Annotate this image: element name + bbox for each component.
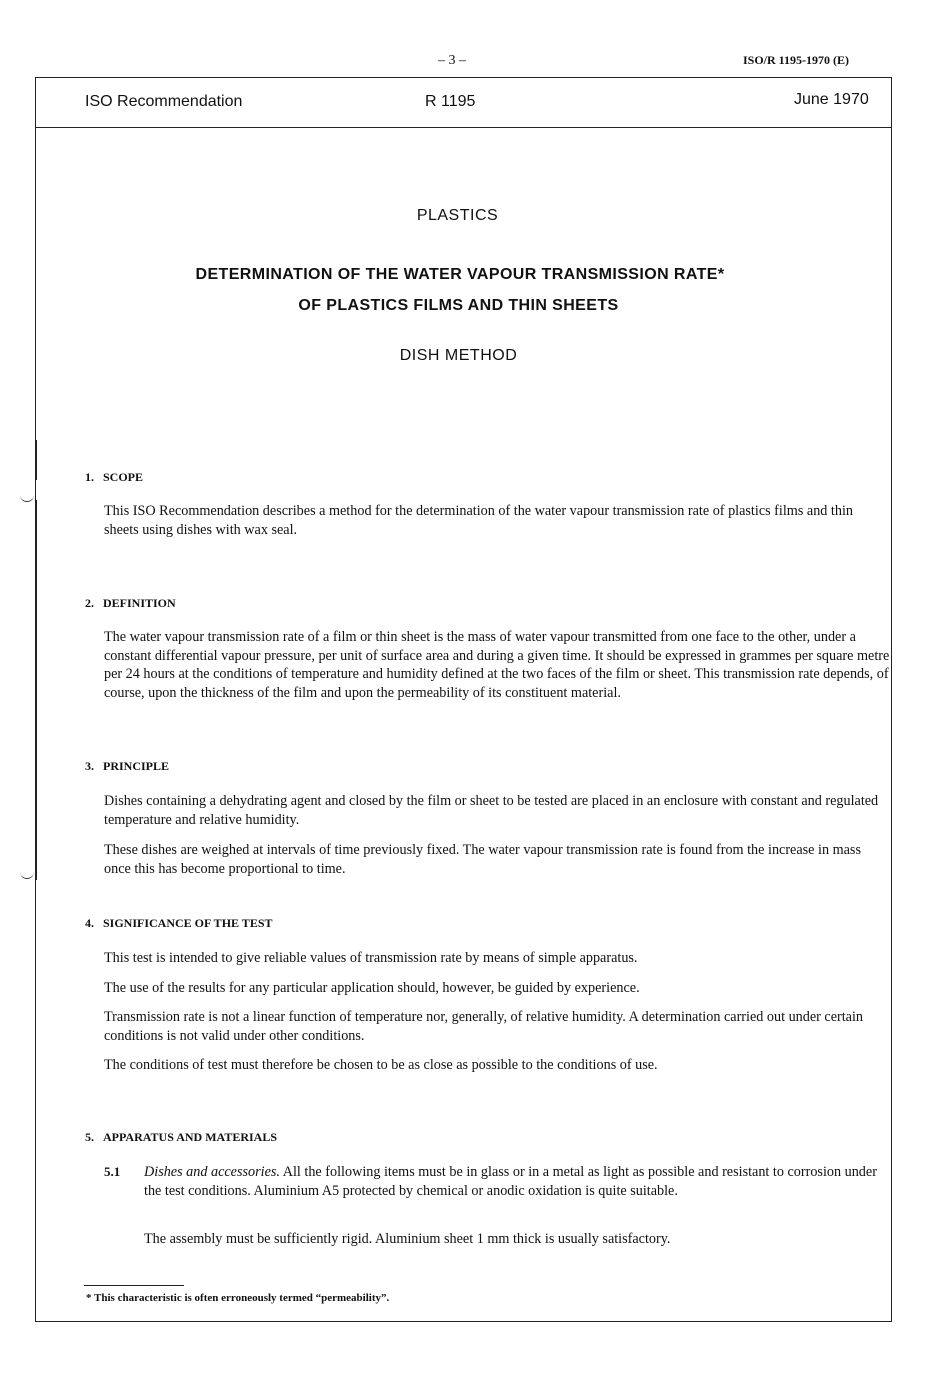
- subsection-number: 5.1: [104, 1164, 121, 1179]
- subsection-heading: Dishes and accessories.: [144, 1164, 280, 1180]
- method-title: DISH METHOD: [399, 347, 518, 364]
- section-number: 1.: [85, 470, 94, 484]
- margin-mark: [20, 872, 34, 879]
- subsection-paragraph: [144, 1163, 890, 1200]
- footnote-rule: [84, 1285, 184, 1286]
- section-title-principle: PRINCIPLE: [103, 759, 170, 773]
- section-title-definition: DEFINITION: [103, 596, 176, 610]
- footnote: * This characteristic is often erroneously termed “permeability”.: [86, 1292, 390, 1304]
- section-title-significance: SIGNIFICANCE OF THE TEST: [103, 916, 273, 930]
- section-number: 2.: [85, 596, 94, 610]
- header-divider: [35, 127, 892, 128]
- doc-number: R 1195: [425, 93, 476, 110]
- page-number: – 3 –: [438, 53, 466, 68]
- main-title-line-2: OF PLASTICS FILMS AND THIN SHEETS: [298, 297, 619, 314]
- subject-title: PLASTICS: [416, 207, 499, 224]
- section-title-apparatus: APPARATUS AND MATERIALS: [103, 1130, 278, 1144]
- principle-paragraph-1: Dishes containing a dehydrating agent and closed by the film or sheet to be tested are placed in an enclosure with constant and regulated temperature and relative humidity.: [104, 793, 879, 828]
- significance-paragraph-3: Transmission rate is not a linear function of temperature nor, generally, of relative humidity. A determination carried out under certain conditions is not valid under other conditions.: [104, 1009, 864, 1044]
- section-number: 3.: [85, 759, 94, 773]
- margin-bar: [36, 500, 37, 880]
- section-number: 4.: [85, 916, 94, 930]
- document-reference: ISO/R 1195-1970 (E): [743, 53, 850, 67]
- significance-paragraph-1: This test is intended to give reliable values of transmission rate by means of simple apparatus.: [104, 950, 638, 966]
- significance-paragraph-2: The use of the results for any particular application should, however, be guided by experience.: [104, 980, 640, 996]
- section-number: 5.: [85, 1130, 94, 1144]
- scope-paragraph: This ISO Recommendation describes a method for the determination of the water vapour transmission rate of plastics films and thin sheets using dishes with wax seal.: [104, 503, 853, 538]
- significance-paragraph-4: The conditions of test must therefore be chosen to be as close as possible to the conditions of use.: [104, 1057, 658, 1073]
- margin-bar: [36, 440, 37, 480]
- subsection-text: All the following items must be in glass or in a metal as light as possible and resistant to corrosion under the test conditions. Aluminium A5 protected by chemical or anodic oxidation is quite suitable.: [144, 1164, 877, 1199]
- main-title-line-1: DETERMINATION OF THE WATER VAPOUR TRANSMISSION RATE*: [195, 266, 725, 283]
- section-title-scope: SCOPE: [103, 470, 144, 484]
- definition-paragraph: The water vapour transmission rate of a film or thin sheet is the mass of water vapour transmitted from one face to the other, under a constant differential vapour pressure, per unit of surface area and during a given time. It should be expressed in grammes per square metre per 24 hours at the conditions of temperature and humidity defined at the two faces of the film or sheet. This transmission rate depends, of course, upon the thickness of the film and upon the permeability of its constituent material.: [104, 629, 890, 701]
- margin-mark: [20, 495, 34, 502]
- doc-type: ISO Recommendation: [85, 93, 243, 110]
- subsection-paragraph-2: The assembly must be sufficiently rigid. Aluminium sheet 1 mm thick is usually satisfactory.: [144, 1231, 671, 1247]
- doc-date: June 1970: [794, 91, 869, 108]
- principle-paragraph-2: These dishes are weighed at intervals of time previously fixed. The water vapour transmission rate is found from the increase in mass once this has become proportional to time.: [104, 842, 861, 877]
